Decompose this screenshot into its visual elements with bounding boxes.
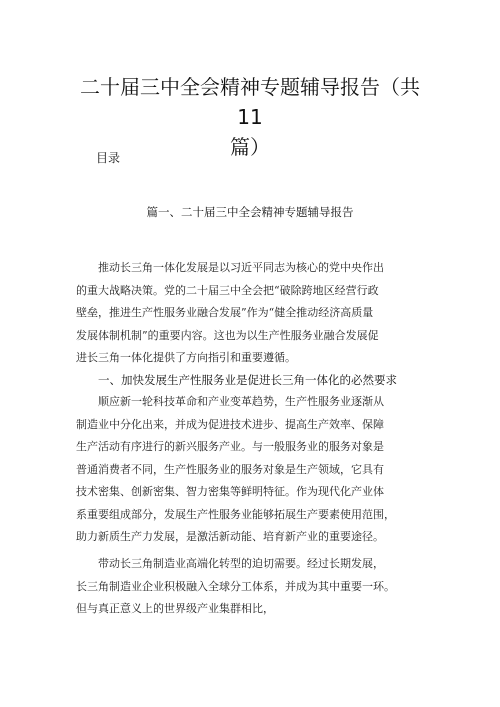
paragraph-3: [76, 553, 430, 621]
paragraph-2: [76, 391, 430, 549]
paragraph-line: 推动长三角一体化发展是以习近平同志为核心的党中央作出: [98, 261, 384, 274]
paragraph-line: 的重大战略决策。党的二十届三中全会把“破除跨地区经营行政: [76, 283, 379, 297]
paragraph-line: 发展体制机制”的重要内容。这也为以生产性服务业融合发展促: [76, 328, 379, 342]
title-line-1: 二十届三中全会精神专题辅导报告（共11: [80, 75, 420, 129]
paragraph-line: 助力新质生产力发展，是激活新动能、培育新产业的重要途径。: [76, 530, 384, 543]
document-title: [70, 72, 430, 162]
paragraph-line: 制造业中分化出来，并成为促进技术进步、提高生产效率、保障: [76, 417, 384, 431]
paragraph-line: 普通消费者不同，生产性服务业的服务对象是生产领域，它具有: [76, 462, 384, 476]
paragraph-line: 系重要组成部分，发展生产性服务业能够拓展生产要素使用范围，: [76, 507, 395, 521]
paragraph-line: 进长三角一体化提供了方向指引和重要遵循。: [76, 351, 296, 364]
paragraph-line: 生产活动有序进行的新兴服务产业。与一般服务业的服务对象是: [76, 440, 384, 453]
paragraph-line: 长三角制造业企业积极融入全球分工体系，并成为其中重要一环。: [76, 579, 395, 593]
paragraph-1: [76, 257, 430, 370]
paragraph-line: 壁垒，推进生产性服务业融合发展”作为“健全推动经济高质量: [76, 306, 374, 319]
paragraph-line: 但与真正意义上的世界级产业集群相比，: [76, 602, 274, 615]
title-line-2: 篇）: [230, 135, 270, 159]
section-heading-1: 一、加快发展生产性服务业是促进长三角一体化的必然要求: [98, 373, 397, 387]
paragraph-line: 技术密集、创新密集、智力密集等鲜明特征。作为现代化产业体: [76, 485, 384, 498]
paragraph-line: 顺应新一轮科技革命和产业变革趋势，生产性服务业逐渐从: [98, 395, 384, 408]
toc-label: 目录: [96, 151, 121, 165]
section-subtitle: 篇一、二十届三中全会精神专题辅导报告: [146, 205, 354, 219]
paragraph-line: 带动长三角制造业高端化转型的迫切需要。经过长期发展，: [98, 557, 384, 570]
